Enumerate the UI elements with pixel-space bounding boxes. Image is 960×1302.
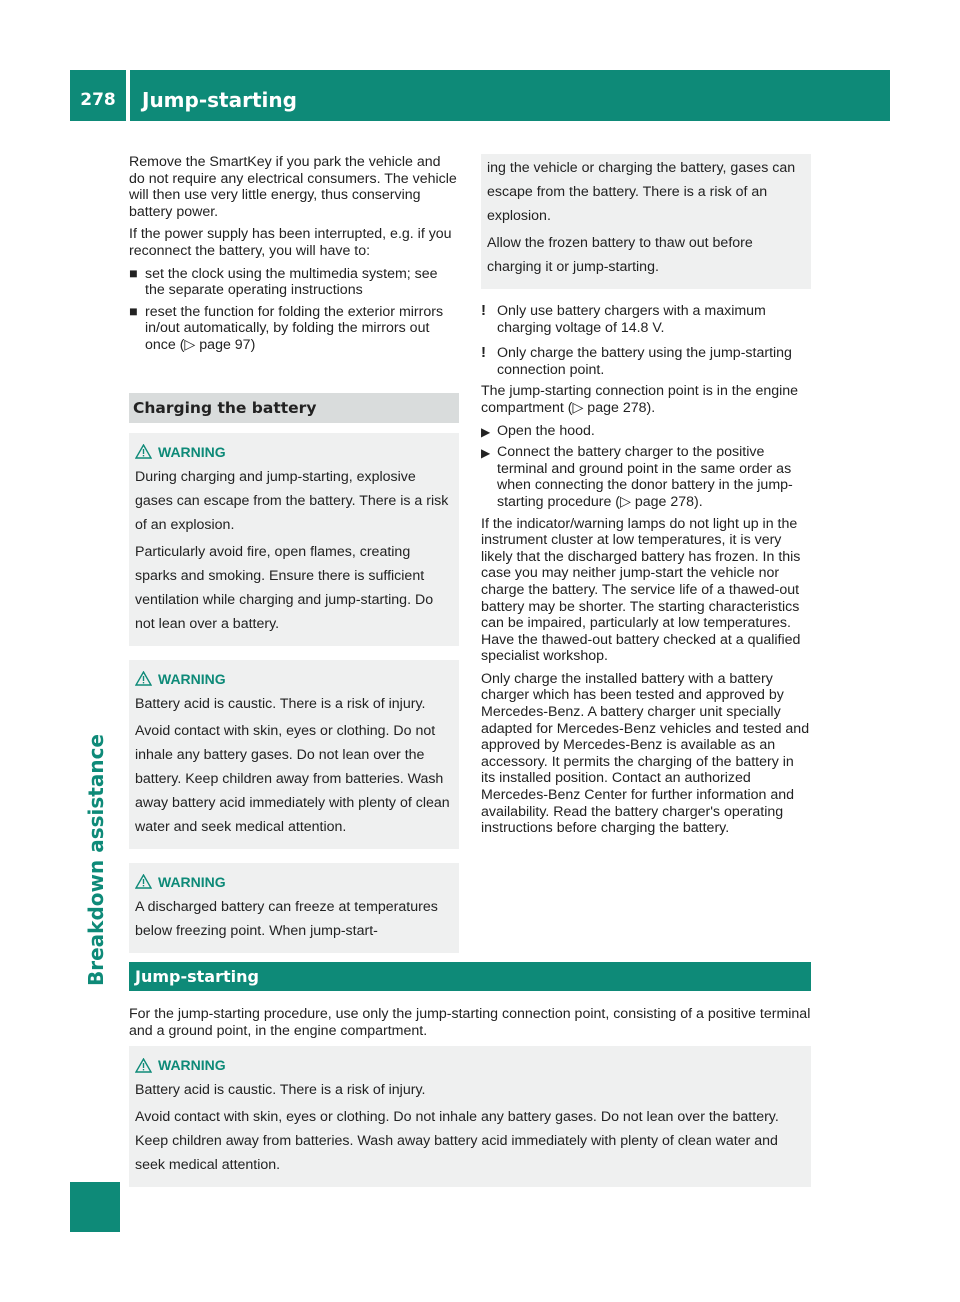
- warning-text: Avoid contact with skin, eyes or clothing. Do not inhale any battery gases. Do not lean over the battery. Keep children away from batteries. Wash away battery acid immediately with plenty of clean water and seek medical attention.: [135, 722, 450, 835]
- step-item: [481, 423, 811, 440]
- bullet-text: set the clock using the multimedia system; see the separate operating instructions: [145, 265, 438, 299]
- warning-box: [129, 433, 459, 646]
- warning-title: WARNING: [135, 1054, 805, 1076]
- warning-text: ing the vehicle or charging the battery, gases can escape from the battery. There is a risk of an explosion.: [487, 160, 796, 224]
- page-number: 278: [80, 90, 116, 110]
- warning-text: A discharged battery can freeze at temperatures below freezing point. When jump-start-: [135, 898, 438, 939]
- bullet-item: [129, 304, 459, 354]
- bullet-icon: ■: [129, 265, 138, 282]
- warning-triangle-icon: [135, 444, 152, 459]
- note-text: Only use battery chargers with a maximum charging voltage of 14.8 V.: [497, 303, 766, 336]
- step-item: [481, 444, 811, 510]
- intro-paragraph: Remove the SmartKey if you park the vehicle and do not require any electrical consumers. The vehicle will then use very little energy, thus conserving battery power.: [129, 154, 457, 220]
- header-divider: [126, 70, 130, 121]
- exclamation-icon: !: [481, 302, 486, 319]
- intro-paragraph: If the power supply has been interrupted, e.g. if you reconnect the battery, you will have to:: [129, 226, 452, 259]
- warning-box: [129, 660, 459, 849]
- exclamation-icon: !: [481, 344, 486, 362]
- warning-box: [129, 1046, 811, 1187]
- section-heading-jump-starting: Jump-starting: [129, 962, 811, 991]
- body-paragraph: If the indicator/warning lamps do not light up in the instrument cluster at low temperatures, it is very likely that the discharged battery has frozen. In this case you may neither jump-start the vehicle nor charge the battery. The service life of a thawed-out battery may be shorter. The starting characteristics can be impaired, particularly at low temperatures. Have the thawed-out battery checked at a qualified specialist workshop.: [481, 515, 801, 665]
- side-tab-label: Breakdown assistance: [83, 734, 108, 986]
- warning-text: Allow the frozen battery to thaw out before charging it or jump-starting.: [487, 235, 753, 275]
- left-column: [129, 154, 459, 953]
- warning-triangle-icon: [135, 874, 152, 889]
- body-paragraph: Only charge the installed battery with a battery charger which has been tested and approved by Mercedes-Benz. A battery charger unit specially adapted for Mercedes-Benz vehicles and tested and approved by Mercedes-Benz is available as an accessory. It permits the charging of the battery in its installed position. Contact an authorized Mercedes-Benz Center for further information and availability. Read the battery charger's operating instructions before charging the battery.: [481, 670, 810, 837]
- note-item: [481, 345, 811, 378]
- warning-title: WARNING: [135, 441, 453, 463]
- warning-title: WARNING: [135, 871, 453, 893]
- step-text: Open the hood.: [497, 422, 595, 439]
- right-column: [481, 154, 811, 843]
- page-title: Jump-starting: [142, 88, 297, 112]
- warning-text: During charging and jump-starting, explosive gases can escape from the battery. There is a risk of an explosion.: [135, 468, 449, 533]
- note-item: [481, 303, 811, 336]
- warning-box-continued: [481, 154, 811, 289]
- warning-text: Battery acid is caustic. There is a risk of injury.: [135, 695, 426, 712]
- warning-text: Avoid contact with skin, eyes or clothing. Do not inhale any battery gases. Do not lean over the battery. Keep children away from batteries. Wash away battery acid immediately with plenty of clean water and seek medical attention.: [135, 1109, 779, 1173]
- warning-text: Particularly avoid fire, open flames, creating sparks and smoking. Ensure there is sufficient ventilation while charging and jump-starting. Do not lean over a battery.: [135, 543, 434, 632]
- warning-triangle-icon: [135, 1058, 152, 1073]
- side-tab-marker: [70, 1182, 120, 1232]
- location-text: The jump-starting connection point is in the engine compartment (▷ page 278).: [481, 383, 799, 416]
- warning-text: Battery acid is caustic. There is a risk of injury.: [135, 1082, 426, 1098]
- warning-box: [129, 863, 459, 953]
- bullet-text: reset the function for folding the exterior mirrors in/out automatically, by folding the mirrors out once (▷ page 97): [145, 303, 444, 353]
- step-arrow-icon: ▶: [481, 424, 491, 439]
- bullet-icon: ■: [129, 303, 138, 320]
- note-text: Only charge the battery using the jump-starting connection point.: [497, 345, 792, 378]
- section-heading: Charging the battery: [129, 393, 459, 423]
- warning-triangle-icon: [135, 671, 152, 686]
- warning-title: WARNING: [135, 668, 453, 690]
- bullet-item: [129, 266, 459, 299]
- step-text: Connect the battery charger to the positive terminal and ground point in the same order as when connecting the donor battery in the jump-starting procedure (▷ page 278).: [497, 444, 793, 510]
- step-arrow-icon: ▶: [481, 446, 491, 461]
- jump-intro-text: For the jump-starting procedure, use only the jump-starting connection point, consisting of a positive terminal and a ground point, in the engine compartment.: [129, 1006, 811, 1039]
